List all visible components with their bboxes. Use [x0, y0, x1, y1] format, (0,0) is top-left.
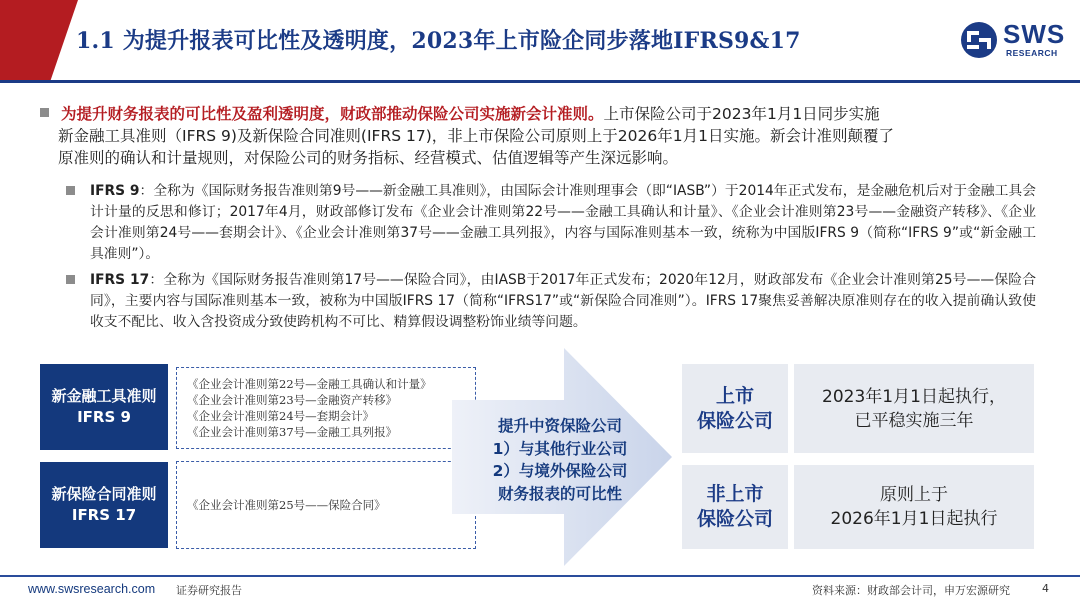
- listed-insurer-label: [682, 364, 788, 453]
- unlisted-insurer-desc: [794, 465, 1034, 549]
- row-label-line1: 上市: [715, 384, 754, 407]
- arrow-line: 提升中资保险公司: [497, 417, 622, 435]
- ifrs9-box: [40, 364, 168, 450]
- unlisted-insurer-label: [682, 465, 788, 549]
- page-number: 4: [1042, 582, 1049, 595]
- ifrs17-box-line1: 新保险合同准则: [51, 485, 157, 503]
- logo-subtext: RESEARCH: [1006, 48, 1058, 58]
- arrow-line: 财务报表的可比性: [497, 484, 622, 503]
- header: [0, 0, 1080, 82]
- page-title: 1.1 为提升报表可比性及透明度，2023年上市险企同步落地IFRS9&17: [76, 28, 801, 54]
- logo-text: SWS: [1003, 19, 1066, 49]
- ifrs9-standards-list: [176, 367, 476, 449]
- standard-item: 《企业会计准则第25号——保险合同》: [187, 498, 386, 512]
- bullet-square-icon: [66, 186, 75, 195]
- header-red-accent: [0, 0, 80, 82]
- intro-highlight: 为提升财务报表的可比性及盈利透明度，财政部推动保险公司实施新会计准则。: [61, 105, 604, 123]
- header-divider: [0, 80, 1080, 83]
- intro-line-3: 原准则的确认和计量规则，对保险公司的财务指标、经营模式、估值逻辑等产生深远影响。: [58, 149, 679, 167]
- bullet-term: IFRS 9: [90, 183, 140, 199]
- ifrs17-box-line2: IFRS 17: [71, 506, 137, 524]
- row-desc-line2: 2026年1月1日起执行: [830, 509, 998, 529]
- intro-line-2: 新金融工具准则（IFRS 9)及新保险合同准则(IFRS 17)，非上市保险公司原则上于2026年1月1日实施。新会计准则颠覆了: [58, 127, 894, 145]
- bullet-text: ：全称为《国际财务报告准则第9号——新金融工具准则》，由国际会计准则理事会（即“IASB”）于2014年正式发布，是金融危机后对于金融工具会计计量的反思和修订；2017年4月，财政部修订发布《企业会计准则第22号——金融工具确认和计量》、《企业会计准则第23号——金融资产转移》、《企业会计准则第24号——套期会计》、《企业会计准则第37号——金融工具列报》，内容与国际准则基本一致，统称为中国版IFRS 9（简称“IFRS 9”或“新金融工具准则”）。: [90, 183, 1036, 262]
- row-desc-line2: 已平稳实施三年: [854, 410, 974, 431]
- row-desc-line1: 2023年1月1日起执行，: [822, 386, 1006, 407]
- bullet-ifrs9: [66, 181, 1036, 265]
- row-label-line1: 非上市: [706, 483, 764, 505]
- footer-report-type: 证券研究报告: [176, 584, 242, 597]
- row-label-line2: 保险公司: [696, 409, 773, 432]
- row-label-line2: 保险公司: [696, 508, 773, 530]
- standard-item: 《企业会计准则第37号—金融工具列报》: [187, 425, 398, 439]
- ifrs17-standards-list: [176, 461, 476, 549]
- bullet-square-icon: [40, 108, 49, 117]
- standard-item: 《企业会计准则第24号—套期会计》: [187, 409, 375, 423]
- intro-line-1: [40, 103, 1040, 125]
- bullet-term: IFRS 17: [90, 272, 150, 288]
- intro-paragraph: [40, 103, 1040, 169]
- ifrs17-box: [40, 462, 168, 548]
- arrow-line: 1）与其他行业公司: [492, 439, 628, 458]
- row-desc-line1: 原则上于: [880, 485, 948, 505]
- arrow-line: 2）与境外保险公司: [492, 462, 628, 480]
- sws-logo: [960, 18, 1065, 64]
- bullet-ifrs17: [66, 270, 1036, 333]
- arrow-caption: [460, 415, 660, 505]
- ifrs9-box-line1: 新金融工具准则: [51, 387, 157, 405]
- ifrs9-box-line2: IFRS 9: [77, 408, 131, 426]
- bullet-text: ：全称为《国际财务报告准则第17号——保险合同》，由IASB于2017年正式发布；2020年12月，财政部发布《企业会计准则第25号——保险合同》，主要内容与国际准则基本一致，被称为中国版IFRS 17（简称“IFRS17”或“新保险合同准则”）。IFRS 17聚焦妥善解决原准则存在的收入提前确认致使收支不配比、收入含投资成分致使跨机构不可比、精算假设调整粉饰业绩等问题。: [90, 272, 1036, 330]
- standard-item: 《企业会计准则第23号—金融资产转移》: [187, 393, 398, 407]
- standard-item: 《企业会计准则第22号—金融工具确认和计量》: [187, 377, 432, 391]
- intro-text-a: 上市保险公司于2023年1月1日同步实施: [603, 105, 880, 123]
- footer-url-link[interactable]: www.swsresearch.com: [28, 582, 156, 596]
- listed-insurer-desc: [794, 364, 1034, 453]
- footer-source: 资料来源：财政部会计司，申万宏源研究: [812, 584, 1010, 597]
- sws-logo-icon: [960, 21, 998, 59]
- footer-divider: [0, 575, 1080, 577]
- bullet-square-icon: [66, 275, 75, 284]
